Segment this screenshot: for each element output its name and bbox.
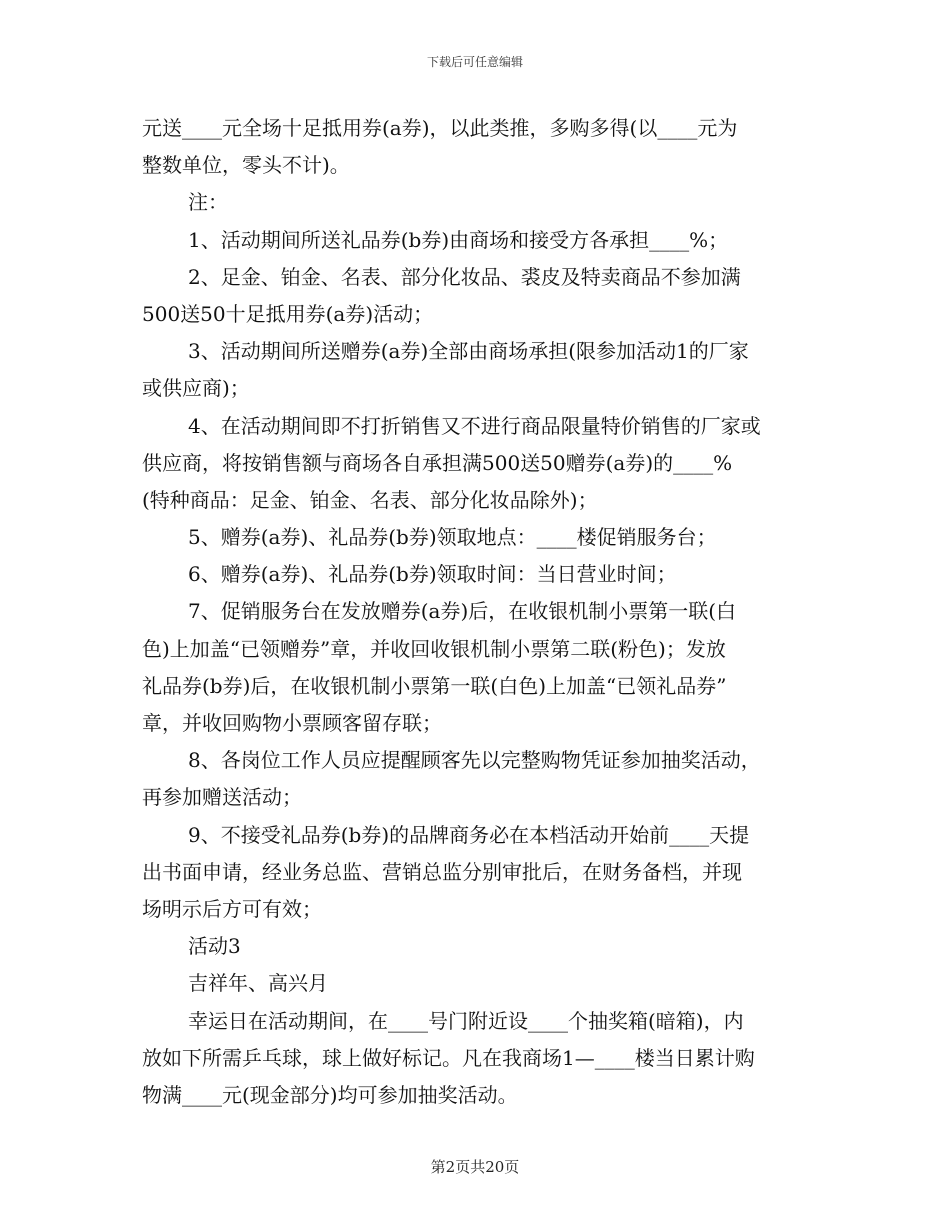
- body-line: 4、在活动期间即不打折销售又不进行商品限量特价销售的厂家或: [188, 413, 761, 438]
- page-footer: 第2页共20页: [430, 1158, 520, 1176]
- body-line: 元送____元全场十足抵用券(a券)，以此类推，多购多得(以____元为: [142, 116, 738, 140]
- body-line: 供应商，将按销售额与商场各自承担满500送50赠券(a券)的____%: [142, 450, 733, 475]
- body-line: 场明示后方可有效；: [142, 896, 322, 921]
- page-header: 下载后可任意编辑: [426, 55, 523, 69]
- body-line: (特种商品：足金、铂金、名表、部分化妆品除外)；: [142, 487, 598, 512]
- body-line: 物满____元(现金部分)均可参加抽奖活动。: [142, 1082, 518, 1107]
- body-line: 整数单位，零头不计)。: [142, 153, 350, 178]
- body-line: 幸运日在活动期间，在____号门附近设____个抽奖箱(暗箱)，内: [188, 1008, 744, 1033]
- body-line: 7、促销服务台在发放赠券(a券)后，在收银机制小票第一联(白: [188, 599, 737, 624]
- body-line: 注：: [188, 190, 228, 215]
- body-line: 3、活动期间所送赠券(a券)全部由商场承担(限参加活动1的厂家: [188, 339, 749, 364]
- body-line: 出书面申请，经业务总监、营销总监分别审批后，在财务备档，并现: [142, 859, 742, 884]
- body-line: 9、不接受礼品券(b券)的品牌商务必在本档活动开始前____天提: [188, 822, 750, 847]
- body-line: 5、赠券(a券)、礼品券(b券)领取地点：____楼促销服务台；: [188, 525, 717, 550]
- body-line: 礼品券(b券)后，在收银机制小票第一联(白色)上加盖“已领礼品券”: [142, 673, 727, 698]
- body-line: 章，并收回购物小票顾客留存联；: [142, 711, 442, 735]
- body-line: 再参加赠送活动；: [142, 785, 302, 810]
- document-body: [142, 110, 808, 1114]
- body-line: 活动3: [188, 934, 241, 959]
- body-line: 或供应商)；: [142, 376, 250, 401]
- body-line: 500送50十足抵用券(a券)活动；: [142, 301, 434, 326]
- body-line: 6、赠券(a券)、礼品券(b券)领取时间：当日营业时间；: [188, 562, 677, 587]
- body-line: 放如下所需乒乓球，球上做好标记。凡在我商场1—____楼当日累计购: [142, 1045, 755, 1070]
- body-line: 1、活动期间所送礼品券(b券)由商场和接受方各承担____%；: [188, 227, 729, 252]
- body-line: 色)上加盖“已领赠券”章，并收回收银机制小票第二联(粉色)；发放: [142, 636, 726, 661]
- body-line: 8、各岗位工作人员应提醒顾客先以完整购物凭证参加抽奖活动，: [188, 748, 761, 773]
- body-line: 吉祥年、高兴月: [188, 971, 328, 996]
- body-line: 2、足金、铂金、名表、部分化妆品、裘皮及特卖商品不参加满: [188, 264, 741, 289]
